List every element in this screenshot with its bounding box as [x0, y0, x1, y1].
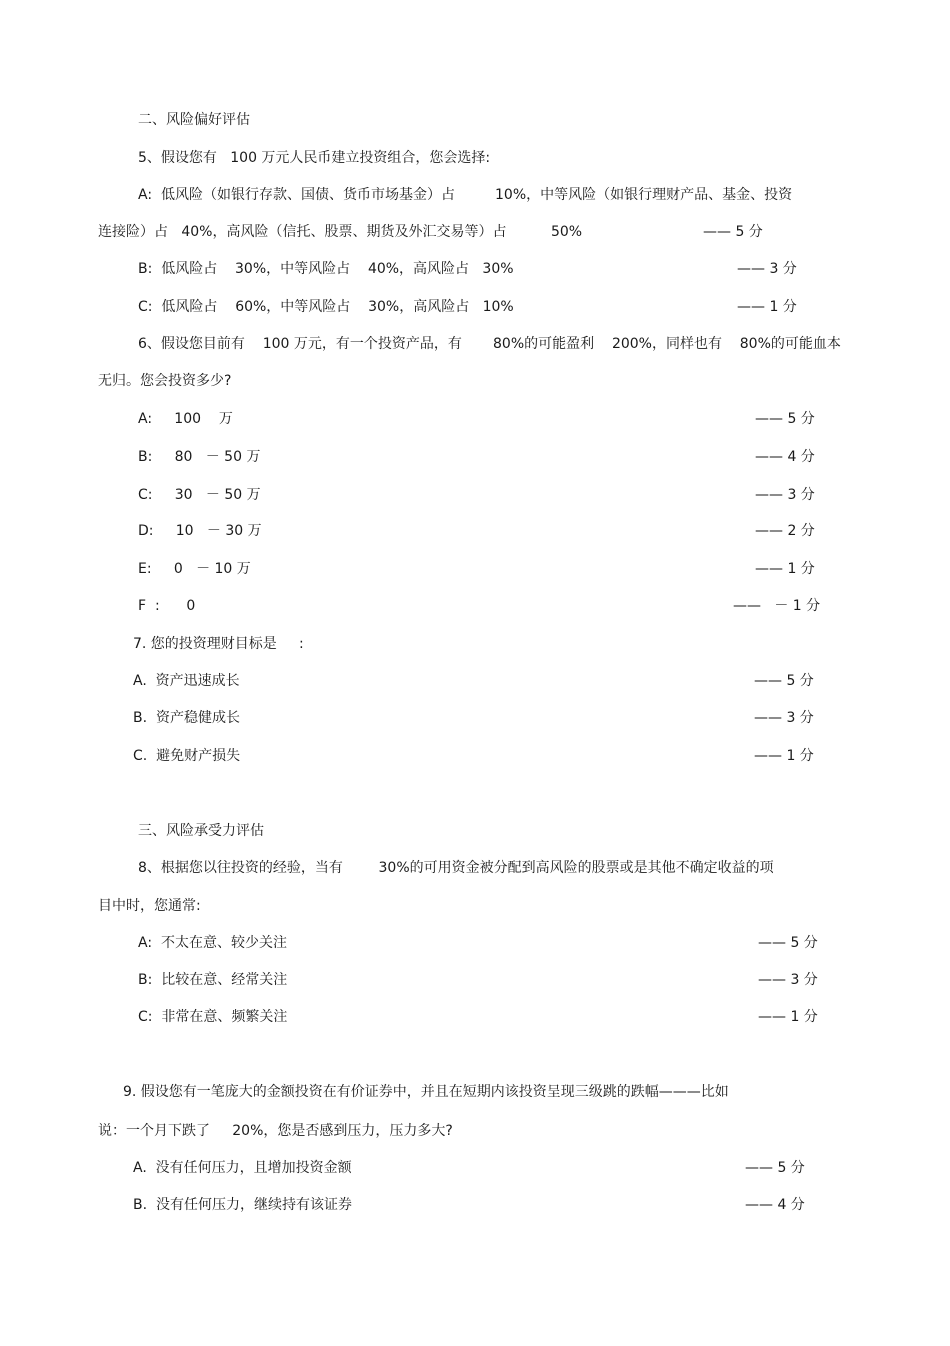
q6-option-a-score: —— 5 分	[755, 411, 815, 427]
q8-option-a-score: —— 5 分	[758, 935, 818, 951]
q7-option-b-score: —— 3 分	[754, 710, 814, 726]
q5-option-a-line2: 连接险）占 40%，高风险（信托、股票、期货及外汇交易等）占 50%	[98, 224, 583, 240]
q7-option-c-score: —— 1 分	[754, 748, 814, 764]
q6-option-c-score: —— 3 分	[755, 487, 815, 503]
q6-option-f-score: —— － 1 分	[733, 598, 821, 614]
question-8-line2: 目中时，您通常:	[98, 898, 201, 914]
q6-option-c: C: 30 － 50 万	[138, 487, 261, 503]
q5-option-c-score: —— 1 分	[737, 299, 797, 315]
q6-option-b: B: 80 － 50 万	[138, 449, 261, 465]
q9-option-a: A. 没有任何压力，且增加投资金额	[133, 1160, 352, 1176]
question-7-text: 7. 您的投资理财目标是 :	[133, 636, 304, 652]
q5-option-b: B: 低风险占 30%，中等风险占 40%，高风险占 30%	[138, 261, 514, 277]
question-6-line1: 6、假设您目前有 100 万元，有一个投资产品，有 80%的可能盈利 200%，同样也有 80%的可能血本	[138, 336, 841, 352]
q8-option-b-score: —— 3 分	[758, 972, 818, 988]
q5-option-c: C: 低风险占 60%，中等风险占 30%，高风险占 10%	[138, 299, 514, 315]
q7-option-b: B. 资产稳健成长	[133, 710, 240, 726]
q6-option-d-score: —— 2 分	[755, 523, 815, 539]
q7-option-c: C. 避免财产损失	[133, 748, 241, 764]
q6-option-b-score: —— 4 分	[755, 449, 815, 465]
question-6-line2: 无归。您会投资多少?	[98, 373, 232, 389]
q6-option-e-score: —— 1 分	[755, 561, 815, 577]
q9-option-a-score: —— 5 分	[745, 1160, 805, 1176]
q6-option-a: A: 100 万	[138, 411, 233, 427]
question-9-line1: 9. 假设您有一笔庞大的金额投资在有价证券中，并且在短期内该投资呈现三级跳的跌幅———比如	[123, 1084, 729, 1100]
q7-option-a: A. 资产迅速成长	[133, 673, 240, 689]
q6-option-f: F : 0	[138, 598, 196, 614]
q6-option-d: D: 10 － 30 万	[138, 523, 262, 539]
q8-option-c-score: —— 1 分	[758, 1009, 818, 1025]
q6-option-e: E: 0 － 10 万	[138, 561, 251, 577]
q5-option-a-score: —— 5 分	[703, 224, 763, 240]
q9-option-b: B. 没有任何压力，继续持有该证券	[133, 1197, 352, 1213]
section-heading-risk-preference: 二、风险偏好评估	[138, 112, 250, 128]
q8-option-a: A: 不太在意、较少关注	[138, 935, 287, 951]
q8-option-b: B: 比较在意、经常关注	[138, 972, 288, 988]
q5-option-b-score: —— 3 分	[737, 261, 797, 277]
question-5-text: 5、假设您有 100 万元人民币建立投资组合，您会选择:	[138, 150, 491, 166]
question-8-line1: 8、根据您以往投资的经验，当有 30%的可用资金被分配到高风险的股票或是其他不确定收益的项	[138, 860, 774, 876]
section-heading-risk-tolerance: 三、风险承受力评估	[138, 823, 264, 839]
q5-option-a-line1: A: 低风险（如银行存款、国债、货币市场基金）占 10%，中等风险（如银行理财产品、基金、投资	[138, 187, 793, 203]
q8-option-c: C: 非常在意、频繁关注	[138, 1009, 288, 1025]
question-9-line2: 说：一个月下跌了 20%，您是否感到压力，压力多大?	[98, 1123, 453, 1139]
q7-option-a-score: —— 5 分	[754, 673, 814, 689]
q9-option-b-score: —— 4 分	[745, 1197, 805, 1213]
